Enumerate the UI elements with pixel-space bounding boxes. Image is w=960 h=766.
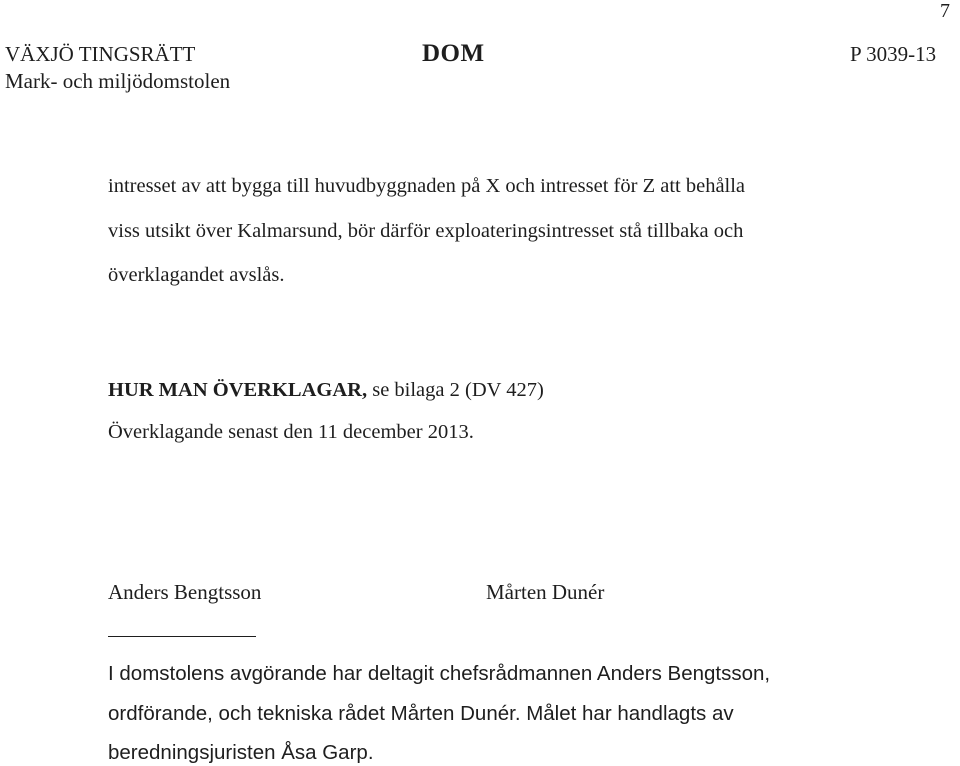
paragraph-line: överklagandet avslås.: [108, 264, 285, 286]
appeal-reference: se bilaga 2 (DV 427): [367, 379, 544, 401]
footnote-line: ordförande, och tekniska rådet Mårten Dunér. Målet har handlagts av: [108, 702, 734, 725]
paragraph-line: intresset av att bygga till huvudbyggnaden på X och intresset för Z att behålla: [108, 175, 746, 197]
document-type: DOM: [422, 40, 485, 67]
paragraph-line: viss utsikt över Kalmarsund, bör därför exploateringsintresset stå tillbaka och: [108, 220, 744, 242]
appeal-heading: HUR MAN ÖVERKLAGAR,: [108, 379, 368, 401]
footnote-divider: [108, 636, 256, 637]
court-name: VÄXJÖ TINGSRÄTT: [5, 42, 196, 66]
appeal-deadline: Överklagande senast den 11 december 2013.: [108, 421, 474, 443]
page-number: 7: [940, 0, 950, 22]
court-division: Mark- och miljödomstolen: [5, 69, 231, 93]
appeal-instructions: [108, 379, 544, 402]
signature-first: Anders Bengtsson: [108, 580, 262, 604]
footnote-line: I domstolens avgörande har deltagit chefsrådmannen Anders Bengtsson,: [108, 662, 771, 685]
case-number: P 3039-13: [850, 42, 937, 66]
footnote-line: beredningsjuristen Åsa Garp.: [108, 741, 374, 764]
signature-second: Mårten Dunér: [486, 580, 605, 604]
